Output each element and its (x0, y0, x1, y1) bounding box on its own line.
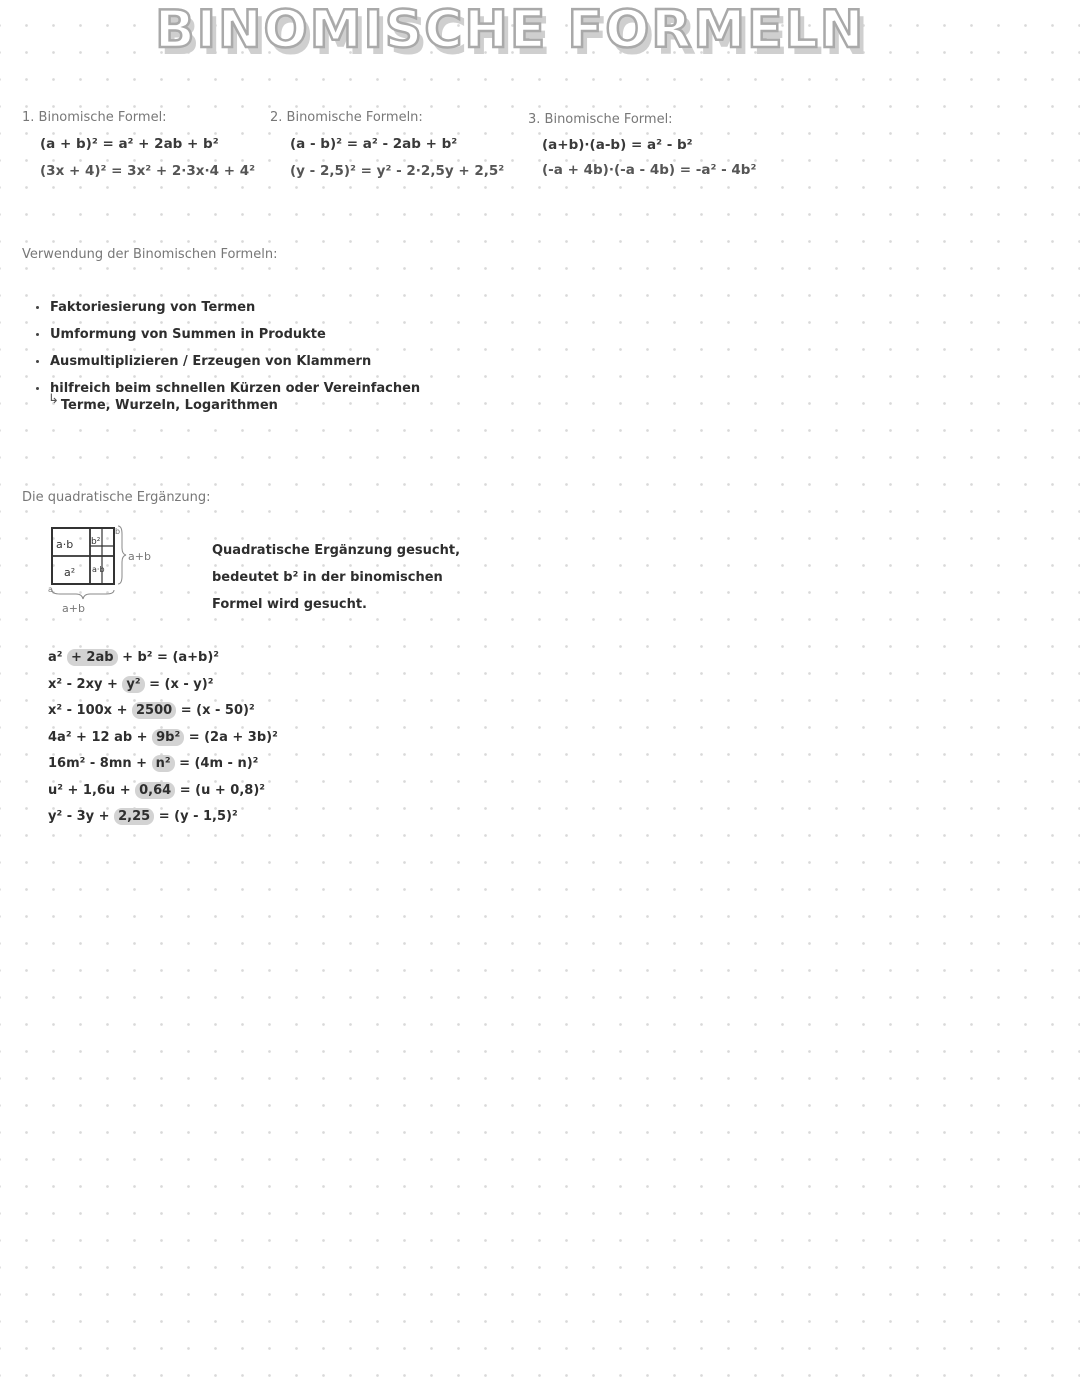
equation-row (48, 675, 278, 702)
usage-arrow-note (48, 392, 278, 413)
usage-heading: Verwendung der Binomischen Formeln: (22, 247, 278, 262)
formula-1-example: (3x + 4)² = 3x² + 2·3x·4 + 4² (40, 163, 256, 179)
equation-post: + b² = (a+b)² (122, 650, 219, 665)
equation-post: = (u + 0,8)² (179, 782, 265, 798)
equation-row (48, 648, 278, 675)
arrow-down-right-icon: ↳ (48, 392, 59, 407)
equation-pre: 4a² + 12 ab + (48, 729, 148, 745)
diagram-cell-b2: b² (91, 537, 101, 547)
equation-pre: a² (48, 650, 63, 665)
formula-2-general: (a - b)² = a² - 2ab + b² (290, 136, 458, 152)
diagram-label-a: a (48, 585, 53, 594)
equation-pre: x² - 2xy + (48, 676, 118, 692)
equation-highlight: 0,64 (135, 782, 175, 799)
equation-highlight: y² (122, 676, 144, 693)
diagram-cell-ab: a·b (56, 538, 74, 551)
page-title: BINOMISCHE FORMELN (155, 0, 866, 60)
equation-highlight: 9b² (152, 729, 184, 746)
equation-post: = (4m - n)² (179, 756, 259, 771)
completion-explanation (212, 541, 460, 622)
equation-row (48, 781, 278, 808)
equation-pre: u² + 1,6u + (48, 782, 131, 798)
formula-1-general: (a + b)² = a² + 2ab + b² (40, 136, 219, 152)
explanation-line: Quadratische Ergänzung gesucht, (212, 543, 461, 558)
explanation-line: bedeutet b² in der binomischen (212, 570, 443, 585)
equation-highlight: + 2ab (67, 649, 118, 666)
diagram-label-b: b (115, 527, 121, 536)
equation-highlight: 2,25 (114, 808, 154, 825)
equation-post: = (y - 1,5)² (158, 809, 238, 824)
explanation-line: Formel wird gesucht. (212, 597, 367, 612)
equation-pre: y² - 3y + (48, 809, 110, 824)
usage-item: Umformung von Summen in Produkte (36, 325, 420, 352)
completion-heading: Die quadratische Ergänzung: (22, 490, 211, 505)
formula-2-example: (y - 2,5)² = y² - 2·2,5y + 2,5² (290, 163, 505, 179)
equation-row (48, 728, 278, 755)
diagram-cell-ab-small: a·b (92, 565, 105, 574)
formula-3-example: (-a + 4b)·(-a - 4b) = -a² - 4b² (542, 162, 757, 178)
usage-list (36, 298, 420, 406)
diagram-bottom-label: a+b (62, 602, 85, 615)
diagram-cell-a2: a² (64, 566, 76, 579)
usage-item: Faktoriesierung von Termen (36, 298, 420, 325)
equation-highlight: 2500 (132, 702, 176, 719)
equation-pre: x² - 100x + (48, 703, 128, 718)
equation-post: = (x - y)² (149, 676, 214, 692)
equation-pre: 16m² - 8mn + (48, 756, 148, 771)
equation-post: = (x - 50)² (180, 703, 255, 718)
formula-3-heading: 3. Binomische Formel: (528, 112, 673, 127)
equation-row (48, 754, 278, 781)
square-diagram (44, 520, 174, 620)
equation-row (48, 807, 278, 834)
equation-post: = (2a + 3b)² (188, 729, 278, 745)
completion-equations (48, 648, 278, 834)
equation-row (48, 701, 278, 728)
usage-item: Ausmultiplizieren / Erzeugen von Klammern (36, 352, 420, 379)
formula-2-heading: 2. Binomische Formeln: (270, 110, 423, 125)
equation-highlight: n² (152, 755, 175, 772)
formula-3-general: (a+b)·(a-b) = a² - b² (542, 137, 693, 153)
usage-item: hilfreich beim schnellen Kürzen oder Vereinfachen (36, 379, 420, 406)
diagram-side-label: a+b (128, 550, 151, 563)
usage-arrow-text: Terme, Wurzeln, Logarithmen (60, 398, 278, 413)
formula-1-heading: 1. Binomische Formel: (22, 110, 167, 125)
